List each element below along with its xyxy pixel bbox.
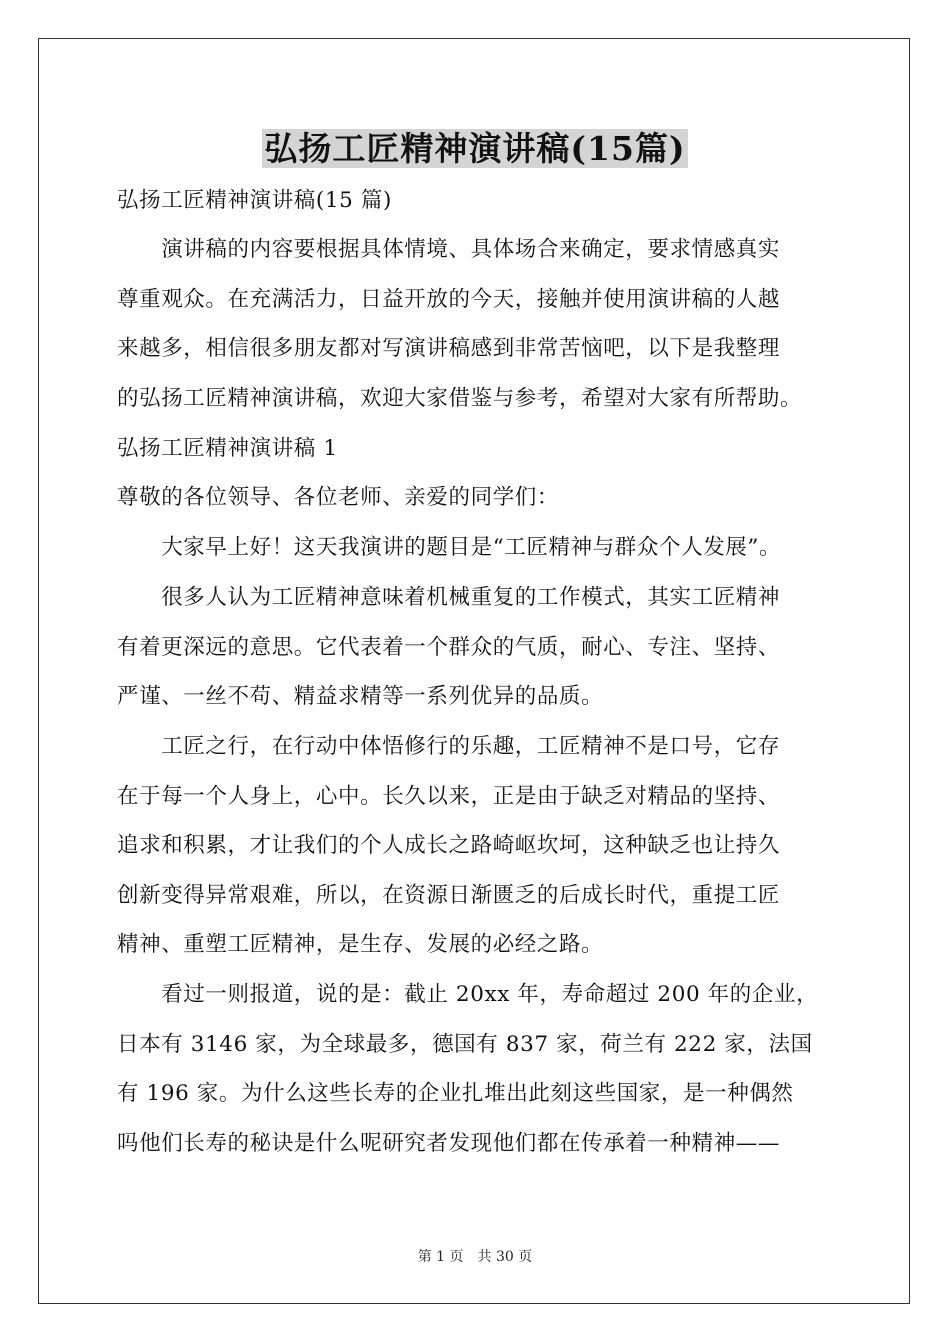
text-line: 很多人认为工匠精神意味着机械重复的工作模式，其实工匠精神 [117, 585, 781, 610]
page-border [38, 38, 910, 1304]
text-line: 看过一则报道，说的是：截止 20xx 年，寿命超过 200 年的企业， [117, 982, 819, 1007]
document-title [0, 124, 950, 174]
text-line: 追求和积累，才让我们的个人成长之路崎岖坎坷，这种缺乏也让持久 [117, 833, 781, 858]
text-line: 有 196 家。为什么这些长寿的企业扎堆出此刻这些国家，是一种偶然 [117, 1081, 794, 1106]
text-line: 来越多，相信很多朋友都对写演讲稿感到非常苦恼吧，以下是我整理 [117, 336, 781, 361]
text-line: 精神、重塑工匠精神，是生存、发展的必经之路。 [117, 932, 604, 957]
page-footer: 第 1 页 共 30 页 [417, 1249, 533, 1265]
text-line: 吗他们长寿的秘诀是什么呢研究者发现他们都在传承着一种精神—— [117, 1131, 781, 1156]
text-line: 有着更深远的意思。它代表着一个群众的气质，耐心、专注、坚持、 [117, 635, 781, 660]
text-line: 在于每一个人身上，心中。长久以来，正是由于缺乏对精品的坚持、 [117, 784, 781, 809]
document-title-text: 弘扬工匠精神演讲稿(15篇) [264, 129, 686, 168]
text-line: 创新变得异常艰难，所以，在资源日渐匮乏的后成长时代，重提工匠 [117, 883, 781, 908]
text-line: 大家早上好！这天我演讲的题目是“工匠精神与群众个人发展”。 [117, 535, 782, 560]
text-line: 尊重观众。在充满活力，日益开放的今天，接触并使用演讲稿的人越 [117, 287, 781, 312]
text-line: 演讲稿的内容要根据具体情境、具体场合来确定，要求情感真实 [117, 237, 781, 262]
section-heading: 弘扬工匠精神演讲稿 1 [117, 436, 338, 461]
text-line: 的弘扬工匠精神演讲稿，欢迎大家借鉴与参考，希望对大家有所帮助。 [117, 386, 803, 411]
subtitle-line: 弘扬工匠精神演讲稿(15 篇) [117, 188, 392, 213]
text-line: 日本有 3146 家，为全球最多，德国有 837 家，荷兰有 222 家，法国 [117, 1032, 813, 1057]
salutation-line: 尊敬的各位领导、各位老师、亲爱的同学们： [117, 485, 560, 510]
text-line: 工匠之行，在行动中体悟修行的乐趣，工匠精神不是口号，它存 [117, 734, 781, 759]
text-line: 严谨、一丝不苟、精益求精等一系列优异的品质。 [117, 684, 604, 709]
